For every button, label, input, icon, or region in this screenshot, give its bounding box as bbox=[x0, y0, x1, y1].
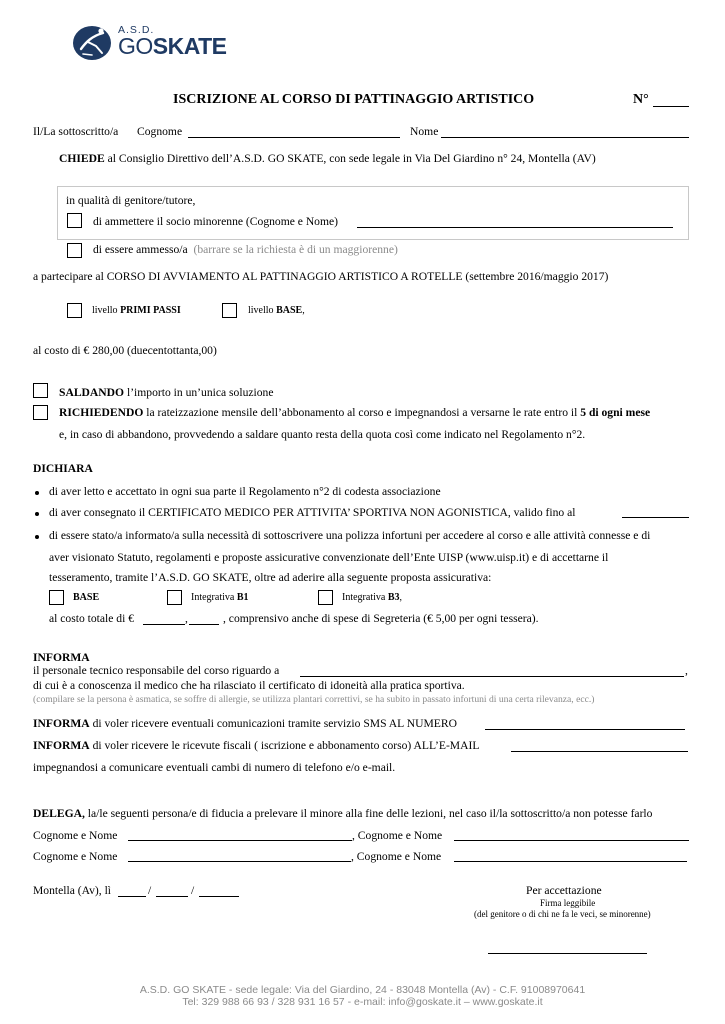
delega-row2-field1[interactable] bbox=[128, 861, 351, 862]
costo-euro-field[interactable] bbox=[143, 624, 185, 625]
impegno-text: impegnandosi a comunicare eventuali cambi di numero di telefono e/o e-mail. bbox=[33, 761, 396, 774]
richiedendo-line2: e, in caso di abbandono, provvedendo a saldare quanto resta della quota così come indicato nel Regolamento n°2. bbox=[59, 428, 586, 441]
delega-text: la/le seguenti persona/e di fiducia a prelevare il minore alla fine delle lezioni, nel caso il/la sottoscritto/a non potesse farlo bbox=[87, 807, 653, 820]
qualita-genitore-text: in qualità di genitore/tutore, bbox=[66, 194, 196, 207]
data-giorno-field[interactable] bbox=[118, 896, 146, 897]
b3-bold: B3 bbox=[387, 592, 400, 603]
delega-row1-field2[interactable] bbox=[454, 840, 689, 841]
informa-heading: INFORMA bbox=[33, 651, 90, 664]
logo-go: GO bbox=[118, 33, 153, 59]
informa-email-label bbox=[33, 739, 479, 752]
form-number-field[interactable] bbox=[653, 106, 689, 107]
logo-wordmark bbox=[118, 33, 227, 60]
form-title: ISCRIZIONE AL CORSO DI PATTINAGGIO ARTISTICO bbox=[173, 92, 535, 107]
assicurazione-b1-checkbox[interactable] bbox=[167, 590, 182, 605]
ammesso-text: di essere ammesso/a bbox=[93, 243, 188, 256]
footer-contacts: Tel: 329 988 66 93 / 328 931 16 57 - e-mail: info@goskate.it – www.goskate.it bbox=[182, 996, 543, 1008]
partecipare-corso-text: a partecipare al CORSO DI AVVIAMENTO AL PATTINAGGIO ARTISTICO A ROTELLE (settembre 2016/maggio 2017) bbox=[33, 270, 609, 283]
assicurazione-b1-label bbox=[191, 592, 248, 603]
luogo-data-label: Montella (Av), lì bbox=[33, 884, 112, 897]
minorenne-name-field[interactable] bbox=[357, 227, 673, 228]
delega-row2-field2[interactable] bbox=[454, 861, 687, 862]
ammettere-minorenne-label: di ammettere il socio minorenne (Cognome e Nome) bbox=[93, 215, 339, 228]
richiedendo-text: la rateizzazione mensile dell’abbonamento al corso e impegnandosi a versarne le rate entro il bbox=[146, 406, 578, 419]
assicurazione-b3-label bbox=[342, 592, 402, 603]
delega-label bbox=[33, 807, 652, 820]
cognome-field[interactable] bbox=[188, 137, 400, 138]
nome-field[interactable] bbox=[441, 137, 689, 138]
livello-primi-passi-bold: PRIMI PASSI bbox=[120, 305, 181, 316]
livello-base-checkbox[interactable] bbox=[222, 303, 237, 318]
logo-asd-text: A.S.D. bbox=[118, 24, 155, 36]
goskate-logo bbox=[72, 22, 252, 64]
richiedendo-bold: RICHIEDENDO bbox=[59, 406, 144, 419]
cognome-label: Cognome bbox=[137, 125, 183, 138]
nome-label: Nome bbox=[410, 125, 439, 138]
livello-primi-passi-label bbox=[92, 305, 181, 316]
informa-sms-label bbox=[33, 717, 457, 730]
sms-number-field[interactable] bbox=[485, 729, 685, 730]
skater-logo-icon bbox=[72, 22, 116, 62]
informa-personale-text: il personale tecnico responsabile del corso riguardo a bbox=[33, 664, 280, 677]
livello-base-post: , bbox=[302, 305, 305, 316]
richiedendo-5-mese: 5 di ogni mese bbox=[580, 406, 651, 419]
assicurazione-base-checkbox[interactable] bbox=[49, 590, 64, 605]
richiedendo-label bbox=[59, 406, 650, 419]
data-anno-field[interactable] bbox=[199, 896, 239, 897]
delega-row1-label: Cognome e Nome bbox=[33, 829, 118, 842]
delega-row1-sep: , Cognome e Nome bbox=[352, 829, 443, 842]
b1-bold: B1 bbox=[236, 592, 249, 603]
livello-base-pre: livello bbox=[248, 305, 274, 316]
bullet-dot bbox=[35, 491, 39, 495]
ammesso-maggiorenne-checkbox[interactable] bbox=[67, 243, 82, 258]
data-slash-1: / bbox=[148, 884, 152, 897]
saldando-checkbox[interactable] bbox=[33, 383, 48, 398]
bullet-dot bbox=[35, 535, 39, 539]
informa-sms-bold: INFORMA bbox=[33, 717, 90, 730]
informa-riguardo-comma: , bbox=[685, 664, 688, 677]
form-number-label: N° bbox=[633, 92, 649, 107]
informa-note: (compilare se la persona è asmatica, se soffre di allergie, se utilizza plantari correttivi, se ha subito in passato infortuni di una certa rilevanza, ecc.) bbox=[33, 694, 595, 705]
richiedendo-checkbox[interactable] bbox=[33, 405, 48, 420]
livello-primi-passi-checkbox[interactable] bbox=[67, 303, 82, 318]
logo-skate: SKATE bbox=[152, 33, 227, 59]
livello-base-label bbox=[248, 305, 305, 316]
assicurazione-b3-checkbox[interactable] bbox=[318, 590, 333, 605]
per-accettazione-label: Per accettazione bbox=[526, 884, 602, 897]
costo-totale-pre: al costo totale di € bbox=[49, 612, 135, 625]
delega-row2-label: Cognome e Nome bbox=[33, 850, 118, 863]
saldando-label bbox=[59, 386, 273, 399]
dichiara-heading: DICHIARA bbox=[33, 462, 93, 475]
delega-row2-sep: , Cognome e Nome bbox=[351, 850, 442, 863]
b1-pre: Integrativa bbox=[191, 592, 235, 603]
costo-totale-comma: , bbox=[185, 612, 188, 625]
firma-note: (del genitore o di chi ne fa le veci, se minorenne) bbox=[474, 909, 651, 919]
saldando-bold: SALDANDO bbox=[59, 386, 125, 399]
dichiara-item-polizza-line3: tesseramento, tramite l’A.S.D. GO SKATE, oltre ad aderire alla seguente proposta assicurativa: bbox=[49, 571, 492, 584]
b3-post: , bbox=[399, 592, 402, 603]
dichiara-item-regolamento: di aver letto e accettato in ogni sua parte il Regolamento n°2 di codesta associazione bbox=[49, 485, 441, 498]
chiede-bold: CHIEDE bbox=[59, 152, 105, 165]
data-mese-field[interactable] bbox=[156, 896, 188, 897]
informa-riguardo-field[interactable] bbox=[300, 676, 684, 677]
delega-row1-field1[interactable] bbox=[128, 840, 352, 841]
b3-pre: Integrativa bbox=[342, 592, 386, 603]
dichiara-item-polizza-line1: di essere stato/a informato/a sulla necessità di sottoscrivere una polizza infortuni per accedere al corso e alle attività connesse e di bbox=[49, 529, 651, 542]
delega-bold: DELEGA, bbox=[33, 807, 85, 820]
dichiara-item-polizza-line2: aver visionato Statuto, regolamenti e proposte assicurative convenzionate dell’Ente UISP (www.uisp.it) e di accettarne il bbox=[49, 551, 609, 564]
dichiara-item-certificato: di aver consegnato il CERTIFICATO MEDICO PER ATTIVITA’ SPORTIVA NON AGONISTICA, valido fino al bbox=[49, 506, 576, 519]
informa-medico-text: di cui è a conoscenza il medico che ha rilasciato il certificato di idoneità alla pratica sportiva. bbox=[33, 679, 465, 692]
bullet-dot bbox=[35, 512, 39, 516]
ammesso-note: (barrare se la richiesta è di un maggiorenne) bbox=[193, 243, 398, 256]
firma-field[interactable] bbox=[488, 953, 647, 954]
informa-email-bold: INFORMA bbox=[33, 739, 90, 752]
firma-leggibile-label: Firma leggibile bbox=[540, 898, 596, 908]
sottoscritto-label: Il/La sottoscritto/a bbox=[33, 125, 119, 138]
saldando-text: l’importo in un’unica soluzione bbox=[126, 386, 274, 399]
informa-sms-text: di voler ricevere eventuali comunicazioni tramite servizio SMS AL NUMERO bbox=[92, 717, 457, 730]
costo-totale-post: , comprensivo anche di spese di Segreteria (€ 5,00 per ogni tessera). bbox=[223, 612, 539, 625]
livello-primi-passi-pre: livello bbox=[92, 305, 118, 316]
chiede-text: al Consiglio Direttivo dell’A.S.D. GO SKATE, con sede legale in Via Del Giardino n° 24, Montella (AV) bbox=[107, 152, 596, 165]
chiede-line bbox=[59, 152, 596, 165]
ammettere-minorenne-checkbox[interactable] bbox=[67, 213, 82, 228]
certificato-valido-field[interactable] bbox=[622, 517, 689, 518]
footer-address: A.S.D. GO SKATE - sede legale: Via del Giardino, 24 - 83048 Montella (Av) - C.F. 91008970641 bbox=[139, 984, 586, 996]
assicurazione-base-label: BASE bbox=[73, 592, 100, 603]
informa-email-text: di voler ricevere le ricevute fiscali ( iscrizione e abbonamento corso) ALL’E-MAIL bbox=[92, 739, 480, 752]
costo-cent-field[interactable] bbox=[189, 624, 219, 625]
email-field[interactable] bbox=[511, 751, 688, 752]
ammesso-label bbox=[93, 243, 398, 256]
costo-corso-text: al costo di € 280,00 (duecentottanta,00) bbox=[33, 344, 217, 357]
data-slash-2: / bbox=[191, 884, 195, 897]
livello-base-bold: BASE bbox=[276, 305, 303, 316]
